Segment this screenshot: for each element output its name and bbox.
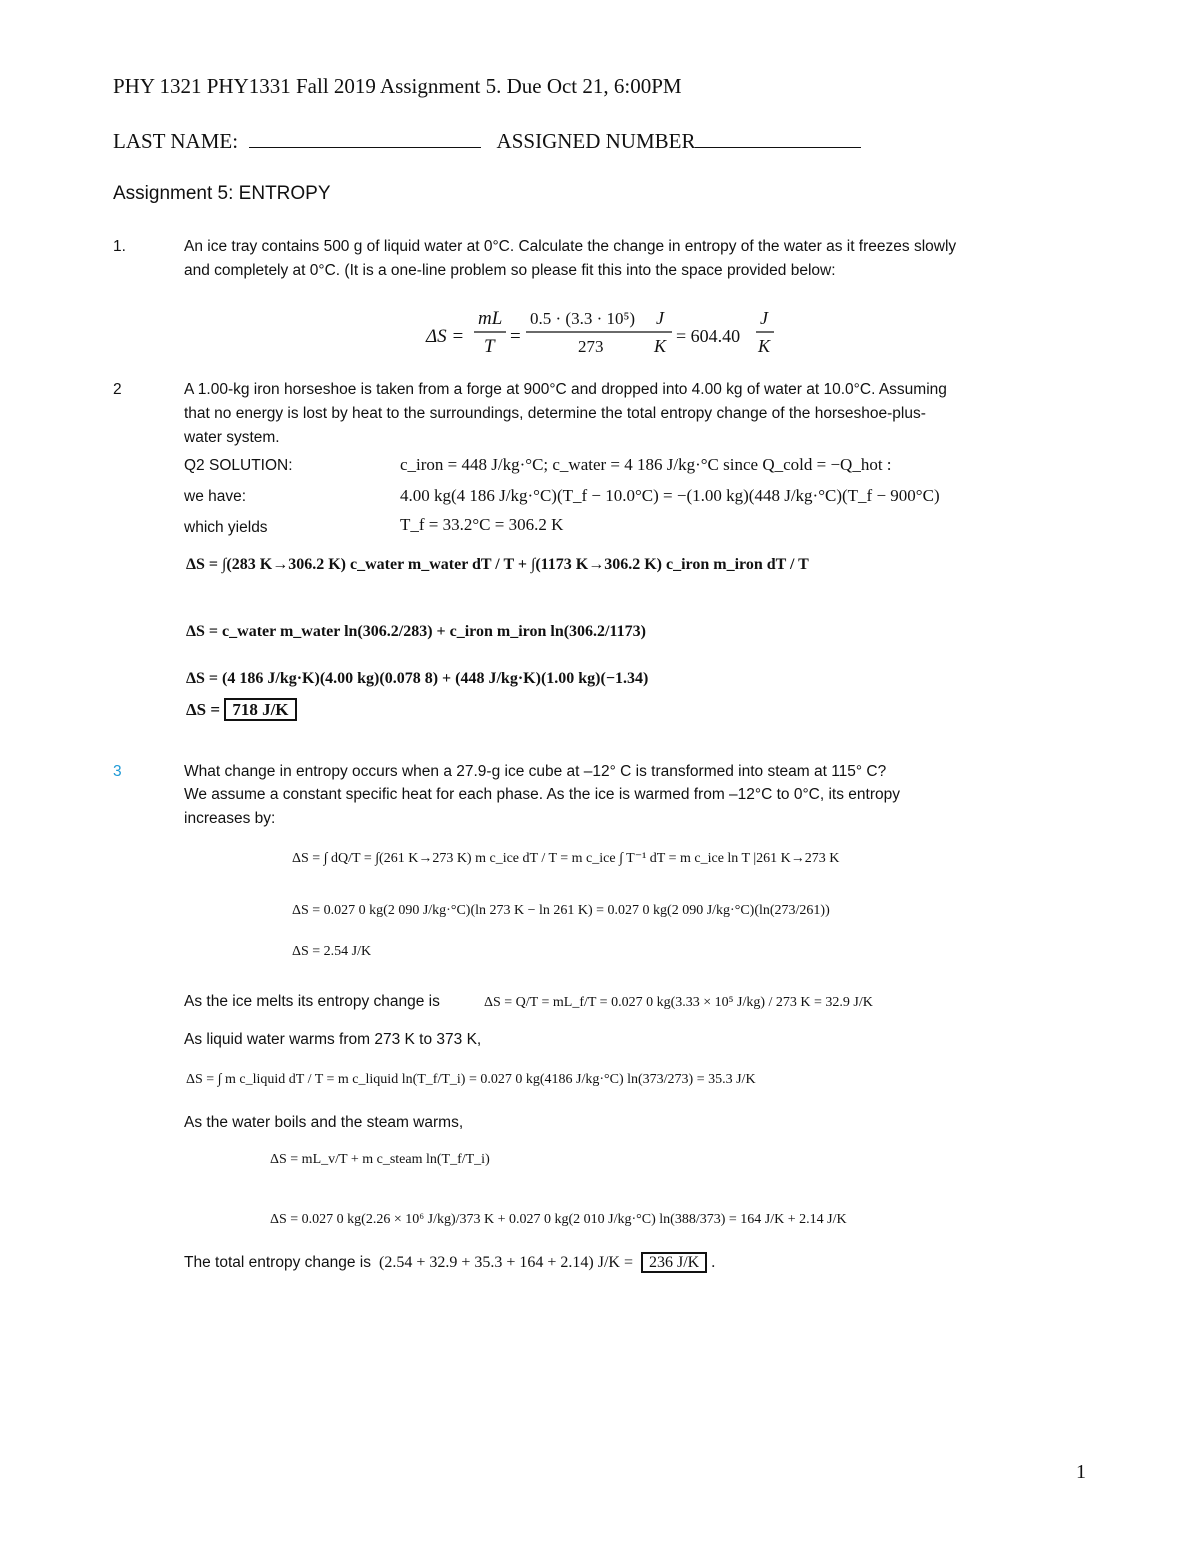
q3-total-eq: (2.54 + 32.9 + 35.3 + 164 + 2.14) J/K = — [378, 1254, 633, 1271]
document-title: PHY 1321 PHY1331 Fall 2019 Assignment 5. Due Oct 21, 6:00PM — [113, 74, 682, 98]
q2-ds-integral: ΔS = ∫(283 K→306.2 K) c_water m_water dT / T + ∫(1173 K→306.2 K) c_iron m_iron dT / T — [186, 556, 809, 573]
q2-text-line2: that no energy is lost by heat to the surroundings, determine the total entropy change of the horseshoe-plus- — [184, 405, 926, 422]
q2-ds-result-box: 718 J/K — [224, 698, 296, 721]
last-name-label: LAST NAME: — [113, 129, 239, 153]
q1-eq-unit-den: K — [654, 336, 667, 356]
q2-text-line3: water system. — [184, 429, 280, 446]
q2-ds-numbers: ΔS = (4 186 J/kg·K)(4.00 kg)(0.078 8) + (448 J/kg·K)(1.00 kg)(−1.34) — [186, 670, 649, 687]
q1-eq-result: = 604.40 — [676, 326, 741, 346]
q3-text-line2: We assume a constant specific heat for each phase. As the ice is warmed from –12°C to 0°C, its entropy — [184, 786, 900, 803]
q1-eq-lhs: ΔS = — [426, 326, 465, 347]
q3-ice-integral: ΔS = ∫ dQ/T = ∫(261 K→273 K) m c_ice dT / T = m c_ice ∫ T⁻¹ dT = m c_ice ln T |261 K→273 K — [292, 851, 840, 866]
q2-ds-log: ΔS = c_water m_water ln(306.2/283) + c_iron m_iron ln(306.2/1173) — [186, 623, 646, 640]
q3-total-result-box: 236 J/K — [641, 1252, 707, 1273]
q3-ice-result: ΔS = 2.54 J/K — [292, 944, 372, 959]
q1-eq-frac1-num: mL — [478, 308, 503, 329]
q3-text-line3: increases by: — [184, 810, 276, 827]
q3-number: 3 — [113, 763, 122, 780]
q3-ice-numbers: ΔS = 0.027 0 kg(2 090 J/kg·°C)(ln 273 K − ln 261 K) = 0.027 0 kg(2 090 J/kg·°C)(ln(273/261)) — [292, 903, 830, 918]
q3-boil-eq1: ΔS = mL_v/T + m c_steam ln(T_f/T_i) — [270, 1152, 490, 1167]
q1-number: 1. — [113, 238, 126, 255]
q1-eq-unit-num: J — [656, 308, 664, 328]
q3-boil-label: As the water boils and the steam warms, — [184, 1114, 464, 1131]
last-name-blank — [249, 146, 481, 148]
q1-eq-result-unit-den: K — [758, 336, 771, 356]
page-number: 1 — [1076, 1461, 1086, 1483]
q1-eq-frac2-den: 273 — [578, 337, 604, 356]
q1-text-line1: An ice tray contains 500 g of liquid water at 0°C. Calculate the change in entropy of the water as it freezes slowly — [184, 238, 957, 255]
q2-ds-result-line — [186, 700, 297, 720]
assignment-title: Assignment 5: ENTROPY — [113, 183, 331, 204]
q2-yields-label: which yields — [184, 519, 268, 536]
q2-ds-result-label: ΔS = — [186, 700, 221, 719]
q3-melt-label: As the ice melts its entropy change is — [184, 993, 440, 1010]
q2-we-have-label: we have: — [184, 488, 247, 505]
assigned-number-label: ASSIGNED NUMBER — [496, 129, 696, 153]
svg-text:=: = — [510, 326, 521, 347]
q2-solution-label: Q2 SOLUTION: — [184, 457, 293, 474]
q3-melt-eq: ΔS = Q/T = mL_f/T = 0.027 0 kg(3.33 × 10⁵ J/kg) / 273 K = 32.9 J/K — [484, 995, 873, 1010]
q1-text-line2: and completely at 0°C. (It is a one-line problem so please fit this into the space provided below: — [184, 262, 836, 279]
q3-text-line1: What change in entropy occurs when a 27.9-g ice cube at –12° C is transformed into steam at 115° C? — [184, 763, 887, 780]
q1-equation — [380, 300, 800, 364]
q2-number: 2 — [113, 381, 122, 398]
q1-eq-frac2-num: 0.5 · (3.3 · 10⁵) — [530, 309, 636, 328]
q2-final-temp: T_f = 33.2°C = 306.2 K — [400, 515, 564, 534]
q3-total-label: The total entropy change is — [184, 1254, 371, 1271]
q1-eq-result-unit-num: J — [760, 308, 768, 328]
last-name-field — [113, 129, 861, 154]
q3-warm-eq: ΔS = ∫ m c_liquid dT / T = m c_liquid ln(T_f/T_i) = 0.027 0 kg(4186 J/kg·°C) ln(373/273) = 35.3 J/K — [186, 1072, 756, 1087]
q3-boil-eq2: ΔS = 0.027 0 kg(2.26 × 10⁶ J/kg)/373 K + 0.027 0 kg(2 010 J/kg·°C) ln(388/373) = 164 J/K + 2.14 J/K — [270, 1212, 847, 1227]
q3-total-line: The total entropy change is (2.54 + 32.9 + 35.3 + 164 + 2.14) J/K = 236 J/K . — [184, 1254, 716, 1271]
q3-warm-label: As liquid water warms from 273 K to 373 K, — [184, 1031, 482, 1048]
q1-eq-frac1-den: T — [484, 336, 495, 357]
q2-energy-balance: 4.00 kg(4 186 J/kg·°C)(T_f − 10.0°C) = −(1.00 kg)(448 J/kg·°C)(T_f − 900°C) — [400, 486, 940, 505]
q2-text-line1: A 1.00-kg iron horseshoe is taken from a forge at 900°C and dropped into 4.00 kg of water at 10.0°C. Assuming — [184, 381, 947, 398]
assigned-number-blank — [695, 146, 861, 148]
q2-specific-heats: c_iron = 448 J/kg·°C; c_water = 4 186 J/kg·°C since Q_cold = −Q_hot : — [400, 455, 892, 474]
